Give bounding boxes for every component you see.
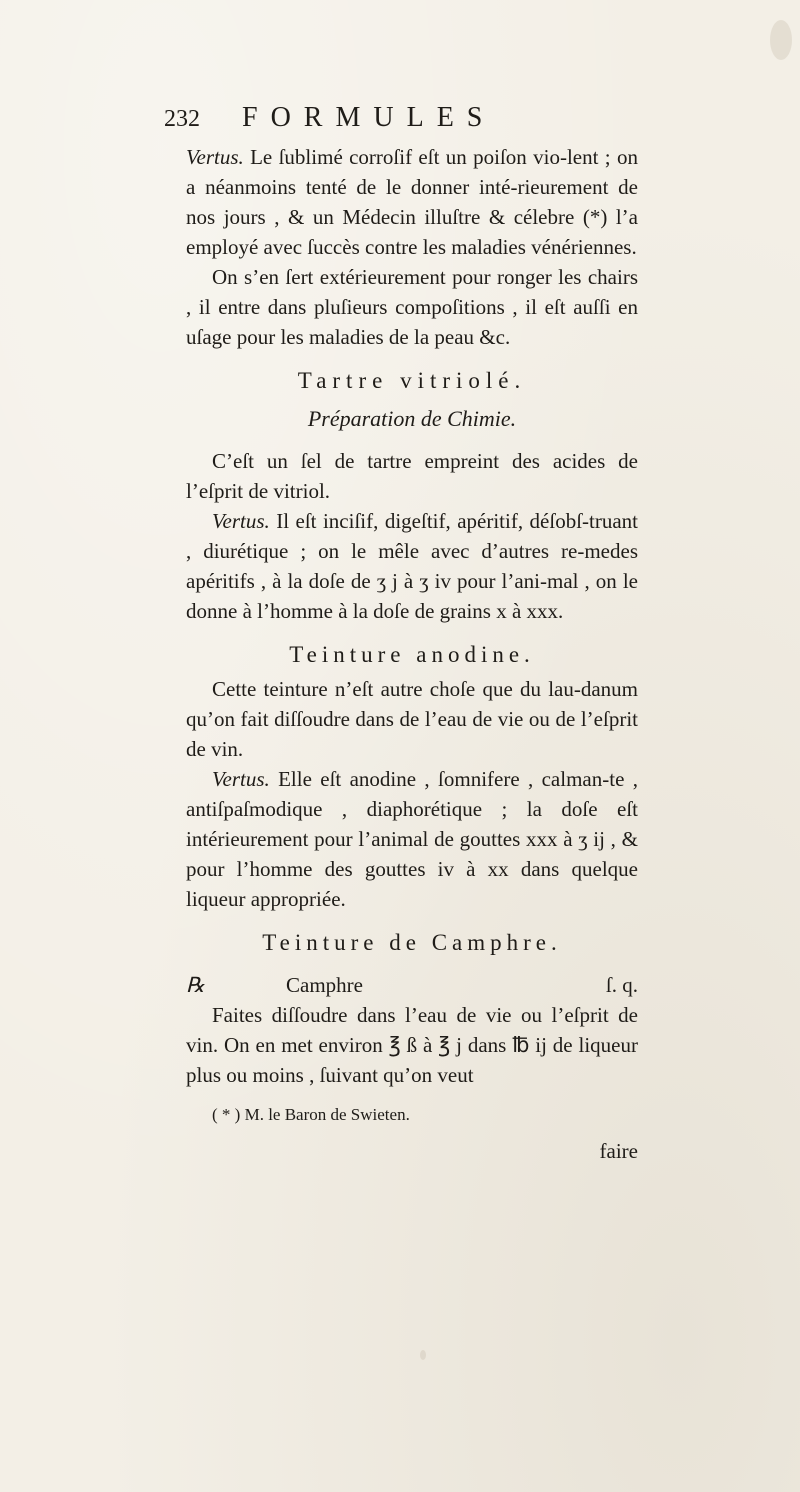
page-number: 232 <box>164 106 200 132</box>
catchword: faire <box>599 1139 638 1163</box>
section-subtitle: Préparation de Chimie. <box>307 406 517 431</box>
recipe-quantity: ſ. q. <box>605 973 638 997</box>
section-title-teinture-camphre: Teinture de Camphre. <box>262 930 562 955</box>
paragraph-text: Le ſublimé corroſif eſt un poiſon vio-lent ; on a néanmoins tenté de le donner inté-rieurement de nos jours , & un Médecin illuſtre & célebre (*) l’a employé avec ſuccès contre les maladies vénériennes. <box>186 145 638 259</box>
paper-stain <box>420 1350 426 1360</box>
running-title: FORMULES <box>242 102 496 133</box>
paragraph-definition: Cette teinture n’eſt autre choſe que du lau-danum qu’on fait diſſoudre dans de l’eau de vie ou de l’eſprit de vin. <box>186 677 638 761</box>
paragraph-text: Il eſt inciſif, digeſtif, apéritif, déſobſ-truant , diurétique ; on le mêle avec d’autres re-medes apéritifs , à la doſe de ʒ j à ʒ iv pour l’ani-mal , on le donne à l’homme à la doſe de grains x à xxx. <box>186 509 638 623</box>
footnote: ( * ) M. le Baron de Swieten. <box>212 1105 410 1124</box>
paragraph-usage: On s’en ſert extérieurement pour ronger les chairs , il entre dans pluſieurs compoſitions , il eſt auſſi en uſage pour les maladies de la peau &c. <box>186 265 638 349</box>
page-header <box>164 102 634 142</box>
section-title-teinture-anodine: Teinture anodine. <box>289 642 535 667</box>
paragraph-vertus-sublime <box>186 142 638 262</box>
recipe-ingredient: Camphre <box>286 973 363 997</box>
paragraph-camphre-instructions: Faites diſſoudre dans l’eau de vie ou l’eſprit de vin. On en met environ ℥ ß à ℥ j dans ℔ ij de liqueur plus ou moins , ſuivant qu’on veut <box>186 1003 638 1087</box>
section-title-tartre-vitriole: Tartre vitriolé. <box>297 368 527 393</box>
paragraph-text: Elle eſt anodine , ſomnifere , calman-te , antiſpaſmodique , diaphorétique ; la doſe eſt intérieurement pour l’animal de gouttes xxx à ʒ ij , & pour l’homme des gouttes iv à xx dans quelque liqueur appropriée. <box>186 767 638 911</box>
paragraph-definition: C’eſt un ſel de tartre empreint des acides de l’eſprit de vitriol. <box>186 449 638 503</box>
paragraph-vertus-tartre <box>186 506 638 626</box>
paper-stain <box>770 20 792 60</box>
vertus-label: Vertus. <box>212 767 270 791</box>
recipe-symbol: ℞ <box>186 973 205 997</box>
recipe-line <box>186 970 638 1000</box>
paragraph-vertus-anodine <box>186 764 638 914</box>
vertus-label: Vertus. <box>186 145 244 169</box>
vertus-label: Vertus. <box>212 509 270 533</box>
page-body <box>186 142 638 1166</box>
